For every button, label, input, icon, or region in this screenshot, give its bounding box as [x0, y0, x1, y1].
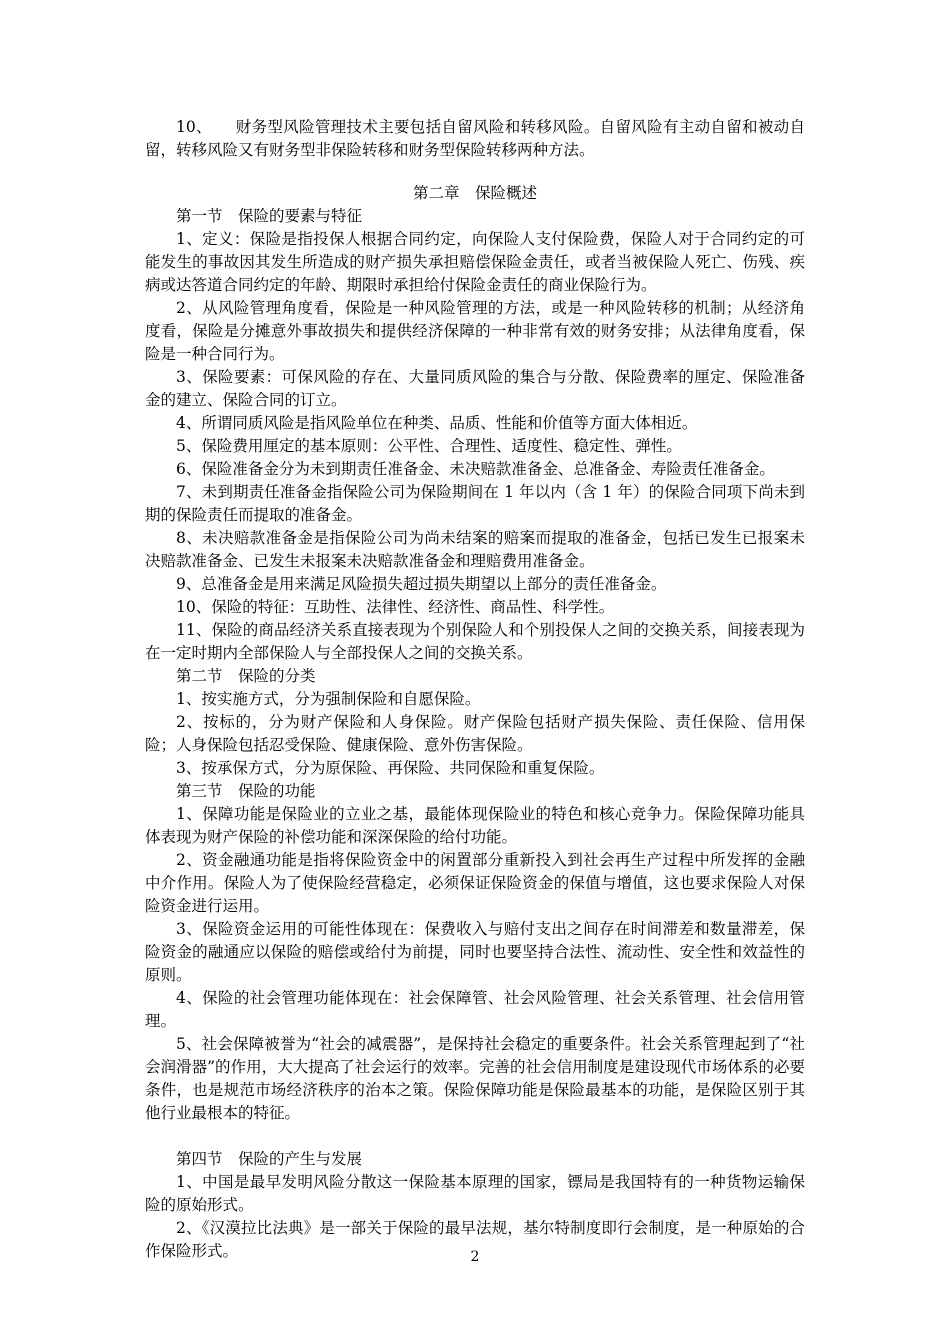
paragraph: 3、按承保方式，分为原保险、再保险、共同保险和重复保险。	[176, 759, 605, 777]
page-number: 2	[470, 1249, 480, 1265]
document-page	[145, 116, 805, 1263]
section-heading-1: 第一节 保险的要素与特征	[176, 207, 363, 225]
paragraph: 2、资金融通功能是指将保险资金中的闲置部分重新投入到社会再生产过程中所发挥的金融中介作用。保险人为了使保险经营稳定，必须保证保险资金的保值与增值，这也要求保险人对保险资金进行运用。	[145, 851, 805, 915]
paragraph: 10、保险的特征：互助性、法律性、经济性、商品性、科学性。	[176, 598, 615, 616]
paragraph: 8、未决赔款准备金是指保险公司为尚未结案的赔案而提取的准备金，包括已发生已报案未决赔款准备金、已发生未报案未决赔款准备金和理赔费用准备金。	[145, 529, 805, 570]
paragraph: 1、定义：保险是指投保人根据合同约定，向保险人支付保险费，保险人对于合同约定的可能发生的事故因其发生所造成的财产损失承担赔偿保险金责任，或者当被保险人死亡、伤残、疾病或达答道合同约定的年龄、期限时承担给付保险金责任的商业保险行为。	[145, 230, 805, 294]
intro-paragraph: 10、 财务型风险管理技术主要包括自留风险和转移风险。自留风险有主动自留和被动自留，转移风险又有财务型非保险转移和财务型保险转移两种方法。	[145, 118, 805, 159]
paragraph: 1、保障功能是保险业的立业之基，最能体现保险业的特色和核心竞争力。保险保障功能具体表现为财产保险的补偿功能和深深保险的给付功能。	[145, 805, 805, 846]
paragraph: 3、保险资金运用的可能性体现在：保费收入与赔付支出之间存在时间滞差和数量滞差，保险资金的融通应以保险的赔偿或给付为前提，同时也要坚持合法性、流动性、安全性和效益性的原则。	[145, 920, 805, 984]
paragraph: 6、保险准备金分为未到期责任准备金、未决赔款准备金、总准备金、寿险责任准备金。	[176, 460, 775, 478]
paragraph: 5、社会保障被誉为“社会的减震器”，是保持社会稳定的重要条件。社会关系管理起到了“社会润滑器”的作用，大大提高了社会运行的效率。完善的社会信用制度是建设现代市场体系的必要条件，也是规范市场经济秩序的治本之策。保险保障功能是保险最基本的功能，是保险区别于其他行业最根本的特征。	[145, 1035, 805, 1122]
paragraph: 9、总准备金是用来满足风险损失超过损失期望以上部分的责任准备金。	[176, 575, 667, 593]
paragraph: 4、保险的社会管理功能体现在：社会保障管、社会风险管理、社会关系管理、社会信用管理。	[145, 989, 805, 1030]
paragraph: 11、保险的商品经济关系直接表现为个别保险人和个别投保人之间的交换关系，间接表现为在一定时期内全部保险人与全部投保人之间的交换关系。	[145, 621, 805, 662]
paragraph: 2、《汉漠拉比法典》是一部关于保险的最早法规，基尔特制度即行会制度，是一种原始的合作保险形式。	[145, 1219, 805, 1260]
paragraph: 1、中国是最早发明风险分散这一保险基本原理的国家，镖局是我国特有的一种货物运输保险的原始形式。	[145, 1173, 805, 1214]
section-heading-2: 第二节 保险的分类	[176, 667, 316, 685]
paragraph: 5、保险费用厘定的基本原则：公平性、合理性、适度性、稳定性、弹性。	[176, 437, 682, 455]
paragraph: 3、保险要素：可保风险的存在、大量同质风险的集合与分散、保险费率的厘定、保险准备金的建立、保险合同的订立。	[145, 368, 805, 409]
paragraph: 7、未到期责任准备金指保险公司为保险期间在 1 年以内（含 1 年）的保险合同项下尚未到期的保险责任而提取的准备金。	[145, 483, 805, 524]
section-heading-4: 第四节 保险的产生与发展	[176, 1150, 363, 1168]
blank-line	[145, 1125, 805, 1148]
paragraph: 1、按实施方式，分为强制保险和自愿保险。	[176, 690, 481, 708]
chapter-title: 第二章 保险概述	[412, 184, 537, 202]
paragraph: 2、按标的，分为财产保险和人身保险。财产保险包括财产损失保险、责任保险、信用保险；人身保险包括忍受保险、健康保险、意外伤害保险。	[145, 713, 805, 754]
paragraph: 2、从风险管理角度看，保险是一种风险管理的方法，或是一种风险转移的机制；从经济角度看，保险是分摊意外事故损失和提供经济保障的一种非常有效的财务安排；从法律角度看，保险是一种合同行为。	[145, 299, 805, 363]
paragraph: 4、所谓同质风险是指风险单位在种类、品质、性能和价值等方面大体相近。	[176, 414, 698, 432]
section-heading-3: 第三节 保险的功能	[176, 782, 316, 800]
